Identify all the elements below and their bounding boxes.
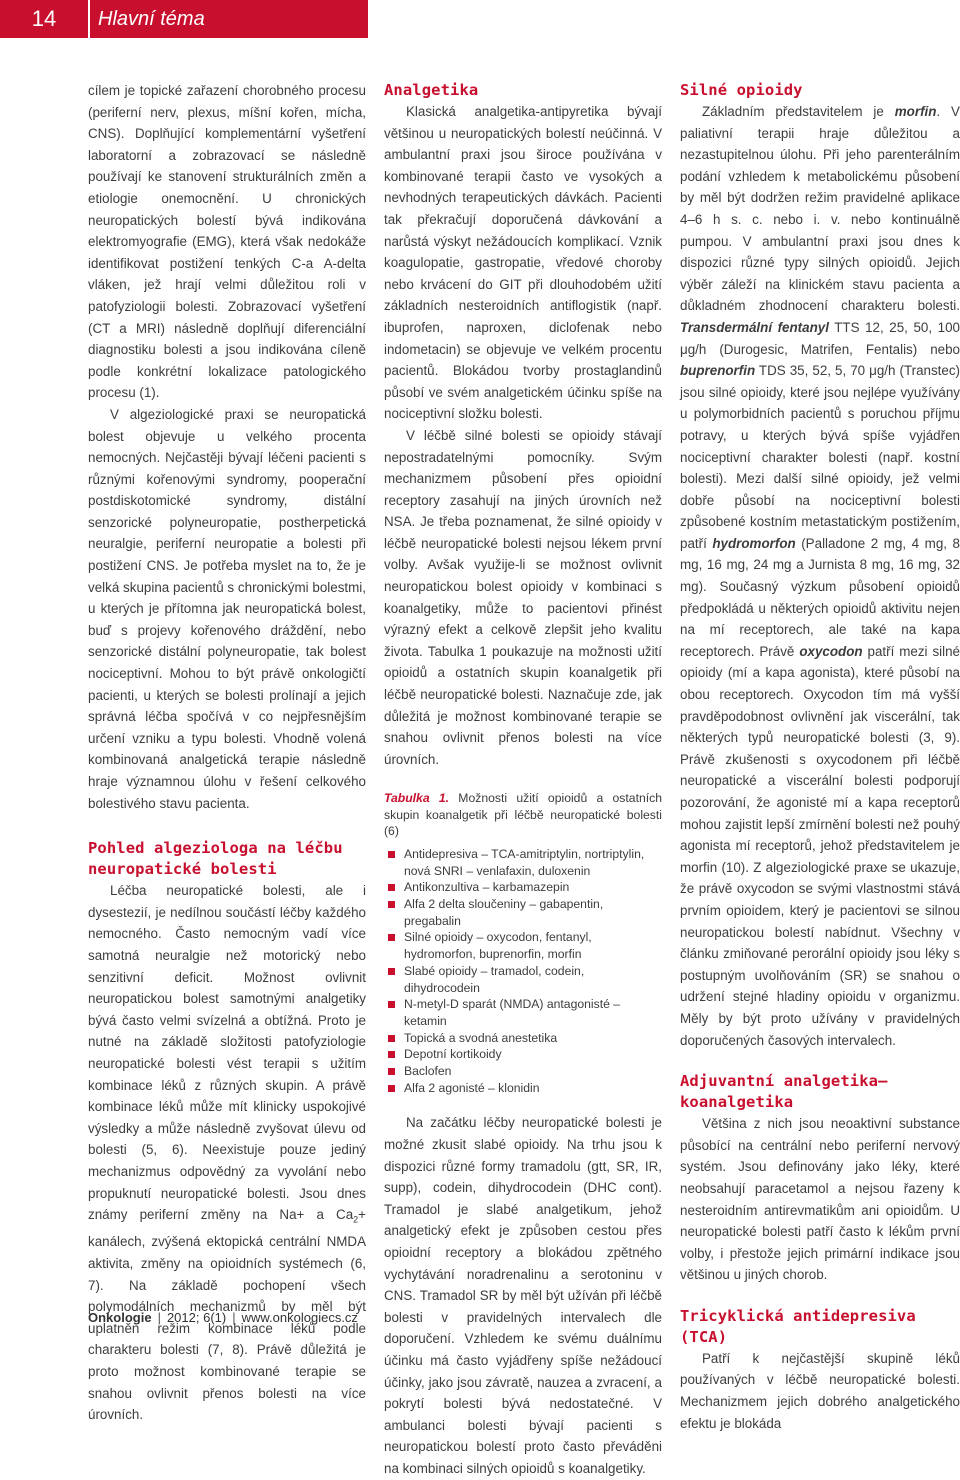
- column-2: [384, 80, 662, 1480]
- paragraph: V algeziologické praxi se neuropatická bolest objevuje u velkého procenta nemocných. Nejčastěji bývají léčeni pacienti s různými kořenovými syndromy, pooperační postdiskotomické syndromy, distální senzorické polyneuropatie, postherpetická neuralgie, periferní neuropatie a bolesti při postižení CNS. Je potřeba myslet na to, že je velká skupina pacientů s chronickými bolestmi, u kterých je přítomna jak neuropatická bolest, buď s projevy kořenového dráždění, nebo senzorické distální polyneuropatie, tak bolest nociceptivní. Mohou to být právě onkologičtí pacienti, u kterých se bolesti prolínají a jejich správná léčba spočívá v co nejpřesnějším určení vzniku a typu bolesti. Vhodně volená kombinovaná analgetická terapie následně hraje významnou úlohu v řešení celkového bolestivého stavu pacienta.: [88, 406, 366, 811]
- heading-pohled-algeziologa: Pohled algeziologa na léčbu neuropatické bolesti: [88, 839, 343, 879]
- table-item: Antidepresiva – TCA-amitriptylin, nortriptylin, nová SNRI – venlafaxin, duloxenin: [384, 846, 662, 879]
- journal-name: Onkologie: [88, 1310, 152, 1325]
- heading-silne-opioidy: Silné opioidy: [680, 81, 803, 99]
- column-1: [88, 80, 366, 1426]
- table-caption: Tabulka 1. Možnosti užití opioidů a ostatních skupin koanalgetik při léčbě neuropatické bolesti (6): [384, 791, 662, 839]
- table-item: Alfa 2 agonisté – klonidin: [384, 1080, 662, 1097]
- paragraph: Patří k nejčastější skupině léků používaných v léčbě neuropatické bolesti. Mechanizmem jejich dobrého analgetického efektu je blokáda: [680, 1350, 960, 1431]
- table-item: Slabé opioidy – tramadol, codein, dihydrocodein: [384, 963, 662, 996]
- heading-adjuvantni-analgetika: Adjuvantní analgetika–koanalgetika: [680, 1072, 888, 1112]
- table-item: Topická a svodná anestetika: [384, 1030, 662, 1047]
- column-3: [680, 80, 960, 1434]
- section-title: Hlavní téma: [90, 0, 368, 38]
- table-item: N-metyl-D sparát (NMDA) antagonisté – ketamin: [384, 996, 662, 1029]
- table-list: [384, 846, 662, 1097]
- journal-url[interactable]: www.onkologiecs.cz: [241, 1310, 358, 1325]
- page-number: 14: [0, 0, 88, 38]
- heading-analgetika: Analgetika: [384, 81, 479, 99]
- footer: Onkologie | 2012; 6(1) | www.onkologiecs.cz: [88, 1310, 358, 1325]
- table-item: Antikonzultiva – karbamazepin: [384, 879, 662, 896]
- paragraph: V léčbě silné bolesti se opioidy stávají nepostradatelnými pomocníky. Svým mechanizmem působení přes opioidní receptory zasahují na jiných úrovních než NSA. Je třeba poznamenat, že silné opioidy v léčbě neuropatické bolesti nejsou lékem první volby. Avšak využije-li se možnost ovlivnit neuropatickou bolest opioidy v kombinaci s koanalgetiky, může to pacientovi přinést výrazný efekt a celkově zlepšit jeho kvalitu života. Tabulka 1 poukazuje na možnosti užití opioidů a ostatních skupin koanalgetik při léčbě neuropatické bolesti. Naznačuje zde, jak důležitá je možnost kombinované terapie se snahou ovlivnit přenos bolesti na více úrovních.: [384, 427, 662, 767]
- table-item: Depotní kortikoidy: [384, 1046, 662, 1063]
- table-1: [384, 790, 662, 1096]
- paragraph: Klasická analgetika-antipyretika bývají většinou u neuropatických bolestí neúčinná. V ambulantní praxi jsou široce používána v kombinované terapii často ve vysokých a nevhodných terapeutických dávkách. Pacienti tak překračují doporučená dávkování a narůstá výskyt nežádoucích komplikací. Vznik koagulopatie, gastropatie, vředové choroby nebo krvácení do GIT při dlouhodobém užití základních nesteroidních antiflogistik (např. ibuprofen, naproxen, diclofenak nebo indometacin) se objevuje ve velkém procentu pacientů. Blokádou tvorby prostaglandinů působí ve svém analgetickém účinku spíše na nociceptivní složku bolesti.: [384, 104, 662, 422]
- heading-tca: Tricyklická antidepresiva (TCA): [680, 1306, 916, 1346]
- table-item: Silné opioidy – oxycodon, fentanyl, hydromorfon, buprenorfin, morfin: [384, 929, 662, 962]
- journal-issue: 2012; 6(1): [166, 1310, 227, 1325]
- paragraph: Většina z nich jsou neoaktivní substance působící na centrální nebo periferní nervový systém. Jsou definovány jako léky, které neobsahují paracetamol a nejsou řazeny k nesteroidním antirevmatikům ani opioidům. U neuropatické bolesti patří často k lékům první volby, i přestože jejich primární indikace jsou většinou u jiných chorob.: [680, 1116, 960, 1283]
- table-item: Alfa 2 delta sloučeniny – gabapentin, pregabalin: [384, 896, 662, 929]
- paragraph: Na začátku léčby neuropatické bolesti je možné zkusit slabé opioidy. Na trhu jsou k dispozici různé formy tramadolu (gtt, SR, IR, supp), codein, dihydrocodein (DHC cont). Tramadol je slabé analgetikum, jehož analgetický efekt je způsoben cestou přes opioidní receptory a blokádou zpětného vychytávání noradrenalinu a serotoninu v CNS. Tramadol SR by měl být užíván při léčbě bolesti v pravidelných intervalech dle doporučení. Vzhledem ke svému duálnímu účinku má často vyjádřeny spíše nežádoucí účinky, jako jsou závratě, nauzea a zvracení, a pokrytí bolesti bývá nedostatečné. V ambulanci bolesti bývají pacienti s neuropatickou bolestí proto často převáděni na kombinaci silných opioidů s koanalgetiky.: [384, 1115, 662, 1476]
- table-item: Baclofen: [384, 1063, 662, 1080]
- paragraph: Léčba neuropatické bolesti, ale i dysestezií, je nedílnou součástí léčby každého nemocného. Často nemocným vadí více samotná neuralgie než motorický nebo senzitivní deficit. Možnost ovlivnit neuropatickou bolest samotnými analgetiky bývá často velmi svízelná a obtížná. Proto je nutné na základě složitosti patofyziologie neuropatické bolesti vést terapii s užitím kombinace léků z různých skupin. A právě kombinace léků může mít klinicky uspokojivé výsledky a může následně zvyšovat úlevu od bolesti (5, 6). Neexistuje pouze jediný mechanizmus odpovědný za vyvolání nebo propuknutí neuropatické bolesti. Jsou dnes známy periferní změny na Na+ a $Ca_2+$ kanálech, zvýšená ektopická centrální NMDA aktivita, změny na opioidních systémech (6, 7). Na základě pochopení všech polymodálních mechanizmů by měl být uplatněn režim kombinace léků podle charakteru bolesti (7, 8). Právě důležitá je proto možnost kombinované terapie se snahou ovlivnit přenos bolesti na více úrovních.: [88, 883, 366, 1423]
- paragraph: Základním představitelem je morfin. V paliativní terapii hraje důležitou a nezastupitelnou úlohu. Při jeho parenterálním podání vzhledem k metabolickému působení by měl být dodržen režim pravidelné aplikace 4–6 h s. c. nebo i. v. nebo kontinuálně pumpou. V ambulantní praxi jsou dnes k dispozici různé typy silných opioidů. Jejich výběr záleží na klinickém stavu pacienta a důkladném zhodnocení charakteru bolesti. Transdermální fentanyl TTS 12, 25, 50, 100 μg/h (Durogesic, Matrifen, Fentalis) nebo buprenorfin TDS 35, 52, 5, 70 μg/h (Transtec) jsou silné opioidy, které jsou nejlépe využívány u polymorbidních pacientů s poruchou příjmu potravy, u kterých bývá spíše vyjádřen nociceptivní charakter bolesti (např. kostní bolesti). Mezi další silné opioidy, jež velmi dobře působí na nociceptivní bolesti způsobené kostním metastatickým postižením, patří hydromorfon (Palladone 2 mg, 4 mg, 8 mg, 16 mg, 24 mg a Jurnista 8 mg, 16 mg, 32 mg). Současný výzkum působení opioidů předpokládá u některých opioidů aktivitu nejen na mí receptorech, ale také na kapa receptorech. Právě oxycodon patří mezi silné opioidy (mí a kapa agonista), které působí na obou receptorech. Oxycodon tím má vyšší pravděpodobnost ovlivnění jak viscerální, tak některých typů neuropatické bolesti (3, 9). Právě zkušenosti s oxycodonem při léčbě neuropatické a viscerální bolesti podporují pozorování, že agonisté mí a kapa receptorů mohou zajistit lepší zmírnění bolesti než pouhý agonista mí receptorů, jehož představitelem je morfin (10). Z algeziologické praxe se ukazuje, že právě oxycodon se svými vlastnostmi stává prvním opioidem, který je pacientovi se silnou neuropatickou bolestí nabídnut. Všechny v článku zmiňované perorální opioidy jsou léky s postupným uvolňováním (SR) se snahou o udržení stejné hladiny opioidu v organizmu. Měly by být proto užívány v pravidelných doporučených časových intervalech.: [680, 104, 960, 1048]
- paragraph: cílem je topické zařazení chorobného procesu (periferní nerv, plexus, míšní kořen, mícha, CNS). Doplňující komplementární vyšetření laboratorní a zobrazovací se následně používají ke stanovení strukturálních změn a etiologie onemocnění. U chronických neuropatických bolestí bývá indikována elektromyografie (EMG), která však nedokáže identifikovat postižení tenkých C-a A-delta vláken, jež hrají velmi důležitou roli v patofyziologii bolesti. Zobrazovací vyšetření (CT a MRI) následně doplňují diferenciální diagnostiku bolesti a jsou indikována cíleně podle konkrétní lokalizace patologického procesu (1).: [88, 83, 366, 401]
